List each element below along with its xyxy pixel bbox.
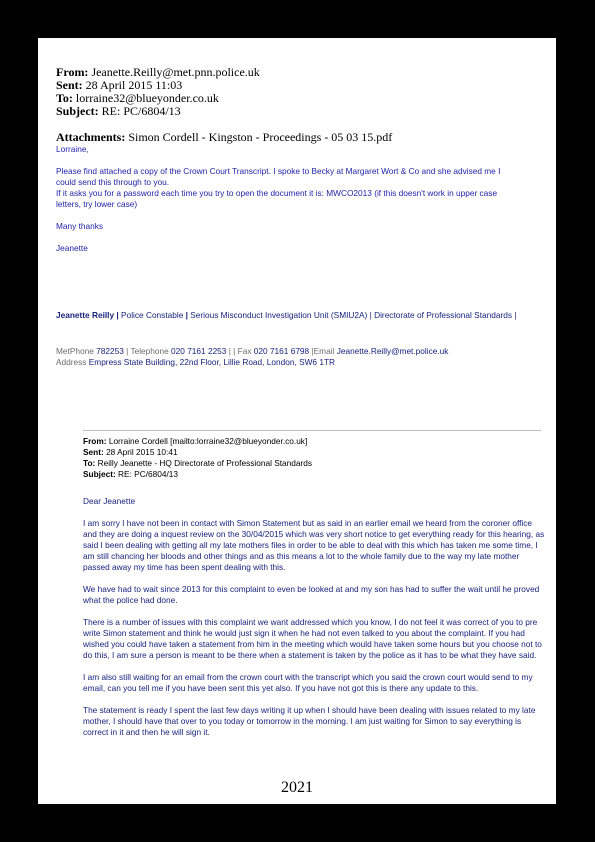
body-paragraph: We have had to wait since 2013 for this complaint to even be looked at and my son has had to suffer the wait until he proved what the police had done.	[83, 584, 540, 605]
greeting: Lorraine,	[56, 144, 89, 154]
body-paragraph: I am sorry I have not been in contact with Simon Statement but as said in an earlier email we heard from the coroner office and they are doing a inquest review on the 30/04/2015 which was very short notice to get everything ready for this hearing, as said I been dealing with getting all my late mothers files in order to be able to deal with this which has taken me some time, I am still chancing her bloods and other things and as this means a lot to the whole family due to the way my late mother passed away my time has been spent dealing with this.	[83, 518, 545, 572]
sent-value: 28 April 2015 11:03	[85, 78, 183, 92]
closing: Many thanks	[56, 221, 104, 231]
attachment-filename: Simon Cordell - Kingston - Proceedings - 05 03 15.pdf	[128, 130, 393, 144]
message-divider	[83, 430, 541, 431]
subject-line: Subject: RE: PC/6804/13	[56, 104, 181, 118]
document-page	[38, 38, 556, 804]
body-paragraph: If it asks you for a password each time you try to open the document it is: MWCO2013 (if this doesn't work in upper case letters, try lower case)	[56, 188, 498, 209]
contact-details	[56, 346, 536, 368]
sent-value: 28 April 2015 10:41	[106, 447, 178, 457]
to-value: lorraine32@blueyonder.co.uk	[75, 91, 219, 105]
to-line: To: lorraine32@blueyonder.co.uk	[56, 91, 219, 105]
body-paragraph: Please find attached a copy of the Crown Court Transcript. I spoke to Becky at Margaret Wort & Co and she advised me I could send this through to you.	[56, 166, 501, 187]
contact-line: MetPhone 782253 | Telephone 020 7161 2253 | | Fax 020 7161 6798 |Email Jeanette.Reilly@met.police.uk	[56, 346, 449, 356]
body-paragraph: The statement is ready I spent the last few days writing it up when I should have been dealing with issues related to my late mother, I should have that over to you today or tomorrow in the morning. I am just waiting for Simon to say everything is correct in it and then he will sign it.	[83, 705, 536, 737]
greeting: Dear Jeanette	[83, 496, 136, 506]
body-paragraph: I am also still waiting for an email from the crown court with the transcript which you said the crown court would send to my email, can you tell me if you have been sent this yet also. If you have not got this is there any update to this.	[83, 672, 533, 693]
subject-value: RE: PC/6804/13	[101, 104, 181, 118]
subject-line: Subject: RE: PC/6804/13	[83, 469, 179, 479]
email2-header	[83, 436, 533, 480]
attachments-line: Attachments: Simon Cordell - Kingston - Proceedings - 05 03 15.pdf	[56, 130, 393, 144]
to-value: Reilly Jeanette - HQ Directorate of Professional Standards	[97, 458, 313, 468]
signature-name: Jeanette Reilly	[56, 310, 115, 320]
signature-block: Jeanette Reilly | Police Constable | Serious Misconduct Investigation Unit (SMIU2A) | Directorate of Professional Standards |	[56, 310, 517, 320]
email2-body	[83, 496, 548, 749]
body-paragraph: There is a number of issues with this complaint we want addressed which you know, I do not feel it was correct of you to pre write Simon statement and think he would just sign it when he had not even talked to you about the complaint. If you had wished you could have taken a statement from him in the meeting which would have taken some hours but you choose not to do this, I am sure a person is meant to be there when a statement is taken by the police as it has to be what they have said.	[83, 617, 542, 660]
address-line: Address Empress State Building, 22nd Floor, Lillie Road, London, SW6 1TR	[56, 357, 336, 367]
to-line: To: Reilly Jeanette - HQ Directorate of Professional Standards	[83, 458, 313, 468]
page-number: 2021	[281, 779, 313, 796]
sender-name: Jeanette	[56, 243, 88, 253]
from-line: From: Lorraine Cordell [mailto:lorraine32@blueyonder.co.uk]	[83, 436, 308, 446]
sent-line: Sent: 28 April 2015 10:41	[83, 447, 178, 457]
from-value: Lorraine Cordell [mailto:lorraine32@blueyonder.co.uk]	[108, 436, 308, 446]
sent-line: Sent: 28 April 2015 11:03	[56, 78, 183, 92]
email1-body	[56, 144, 516, 254]
email1-header	[56, 66, 260, 118]
subject-value: RE: PC/6804/13	[118, 469, 179, 479]
email-link[interactable]: Jeanette.Reilly@met.police.uk	[336, 346, 449, 356]
from-line: From: Jeanette.Reilly@met.pnn.police.uk	[56, 65, 260, 79]
from-value: Jeanette.Reilly@met.pnn.police.uk	[91, 65, 260, 79]
